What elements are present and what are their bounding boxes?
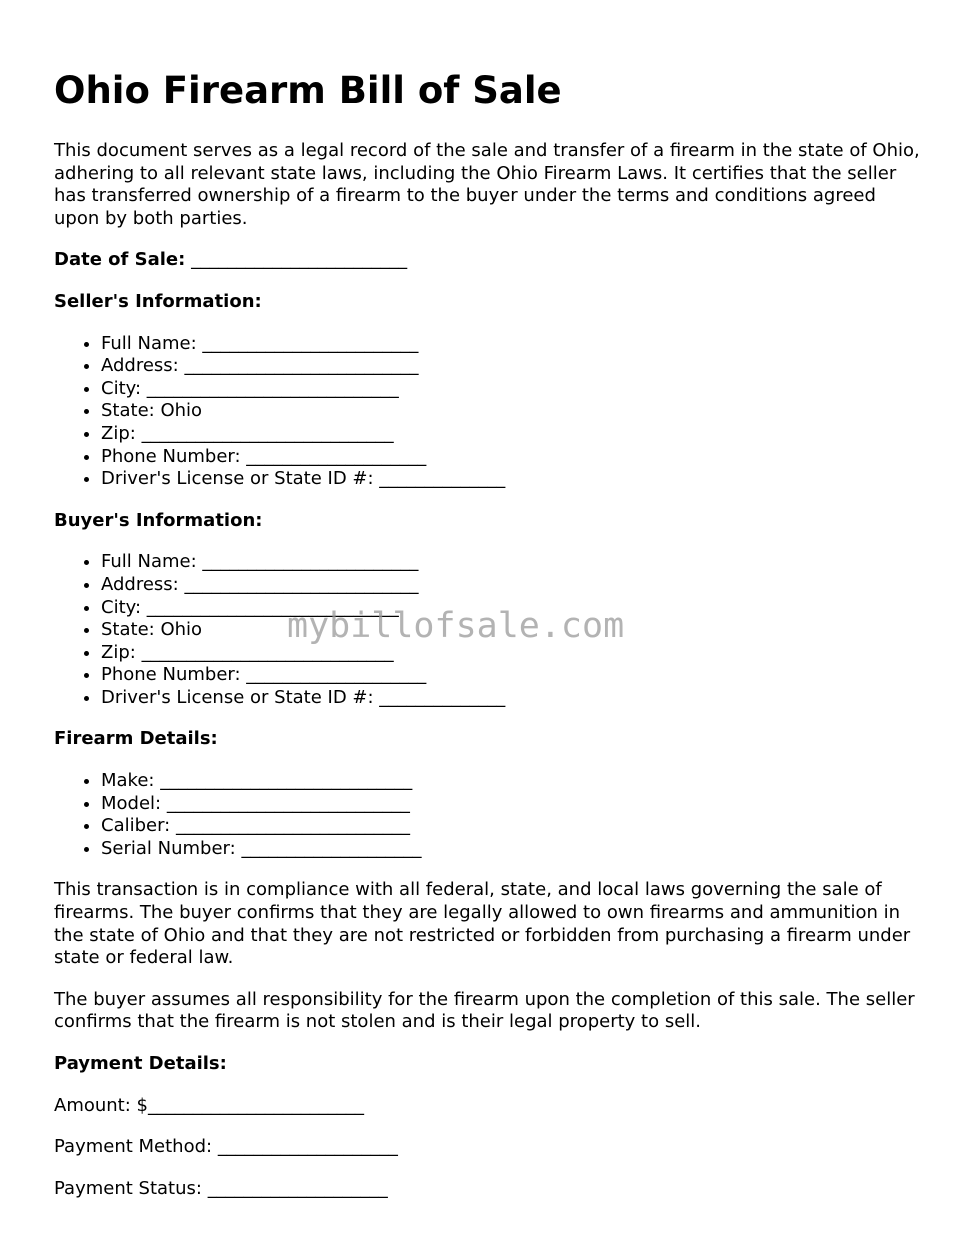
watermark: mybillofsale.com xyxy=(287,606,625,646)
compliance-paragraph: This transaction is in compliance with all federal, state, and local laws governing the sale of firearms. The buyer confirms that they are legally allowed to own firearms and ammunition in the state of Ohio and that they are not restricted or forbidden from purchasing a firearm under state or federal law. xyxy=(54,879,911,969)
field-label: Address: xyxy=(101,573,179,595)
field-label: Address: xyxy=(101,355,179,377)
seller-field-list xyxy=(54,333,922,491)
field-label: Full Name: xyxy=(101,551,197,573)
seller-zip xyxy=(101,423,922,446)
seller-address xyxy=(101,355,922,378)
field-label: Amount: $ xyxy=(54,1094,148,1116)
field-value: Ohio xyxy=(160,619,203,641)
field-blank: __________________________ xyxy=(175,815,410,837)
date-of-sale-label: Date of Sale: xyxy=(54,249,186,271)
field-blank: ________________________ xyxy=(147,1094,364,1116)
field-label: Phone Number: xyxy=(101,445,241,467)
payment-amount xyxy=(54,1095,922,1118)
field-blank: ____________________ xyxy=(246,445,427,467)
payment-method xyxy=(54,1136,922,1159)
document-title: Ohio Firearm Bill of Sale xyxy=(54,69,562,112)
field-label: Make: xyxy=(101,770,155,792)
field-value: Ohio xyxy=(160,400,203,422)
firearm-heading: Firearm Details: xyxy=(54,728,218,750)
buyer-address xyxy=(101,574,922,597)
field-label: Model: xyxy=(101,792,162,814)
firearm-serial-number xyxy=(101,838,922,861)
field-label: State: xyxy=(101,400,155,422)
field-blank: ____________________________ xyxy=(141,641,394,663)
field-label: Payment Status: xyxy=(54,1177,202,1199)
field-blank: __________________________ xyxy=(184,573,419,595)
document-body xyxy=(54,140,922,1219)
buyer-heading: Buyer's Information: xyxy=(54,509,263,531)
firearm-make xyxy=(101,770,922,793)
field-blank: ________________________ xyxy=(202,332,419,354)
field-label: Phone Number: xyxy=(101,664,241,686)
field-blank: ___________________________ xyxy=(166,792,410,814)
field-blank: ____________________________ xyxy=(141,422,394,444)
seller-license xyxy=(101,468,922,491)
field-label: Full Name: xyxy=(101,332,197,354)
buyer-full-name xyxy=(101,551,922,574)
responsibility-paragraph: The buyer assumes all responsibility for the firearm upon the completion of this sale. The seller confirms that the firearm is not stolen and is their legal property to sell. xyxy=(54,988,915,1033)
field-blank: ______________ xyxy=(379,686,506,708)
field-blank: ____________________ xyxy=(217,1136,398,1158)
field-blank: ______________ xyxy=(379,468,506,490)
field-blank: ____________________ xyxy=(207,1177,388,1199)
field-blank: __________________________ xyxy=(184,355,419,377)
field-label: Driver's License or State ID #: xyxy=(101,468,374,490)
field-blank: ____________________ xyxy=(241,837,422,859)
field-blank: ____________________________ xyxy=(146,596,399,618)
field-label: Driver's License or State ID #: xyxy=(101,686,374,708)
field-blank: ____________________________ xyxy=(146,377,399,399)
field-label: City: xyxy=(101,596,142,618)
firearm-field-list xyxy=(54,770,922,860)
field-label: City: xyxy=(101,377,142,399)
buyer-phone xyxy=(101,664,922,687)
date-of-sale xyxy=(54,249,922,272)
intro-paragraph: This document serves as a legal record of the sale and transfer of a firearm in the state of Ohio, adhering to all relevant state laws, including the Ohio Firearm Laws. It certifies that the seller has transferred ownership of a firearm to the buyer under the terms and conditions agreed upon by both parties. xyxy=(54,140,920,229)
seller-city xyxy=(101,378,922,401)
field-label: Zip: xyxy=(101,641,136,663)
seller-phone xyxy=(101,446,922,469)
field-label: Zip: xyxy=(101,422,136,444)
firearm-caliber xyxy=(101,815,922,838)
seller-heading: Seller's Information: xyxy=(54,290,262,312)
payment-heading: Payment Details: xyxy=(54,1053,227,1074)
buyer-license xyxy=(101,687,922,710)
field-label: Payment Method: xyxy=(54,1136,213,1158)
field-label: Caliber: xyxy=(101,815,171,837)
field-blank: ____________________________ xyxy=(160,770,413,792)
field-blank: ____________________ xyxy=(246,664,427,686)
seller-state xyxy=(101,400,922,423)
firearm-model xyxy=(101,793,922,816)
field-label: Serial Number: xyxy=(101,837,236,859)
date-of-sale-blank: ________________________ xyxy=(191,249,408,271)
seller-full-name xyxy=(101,333,922,356)
field-blank: ________________________ xyxy=(202,551,419,573)
payment-status xyxy=(54,1178,922,1201)
field-label: State: xyxy=(101,619,155,641)
